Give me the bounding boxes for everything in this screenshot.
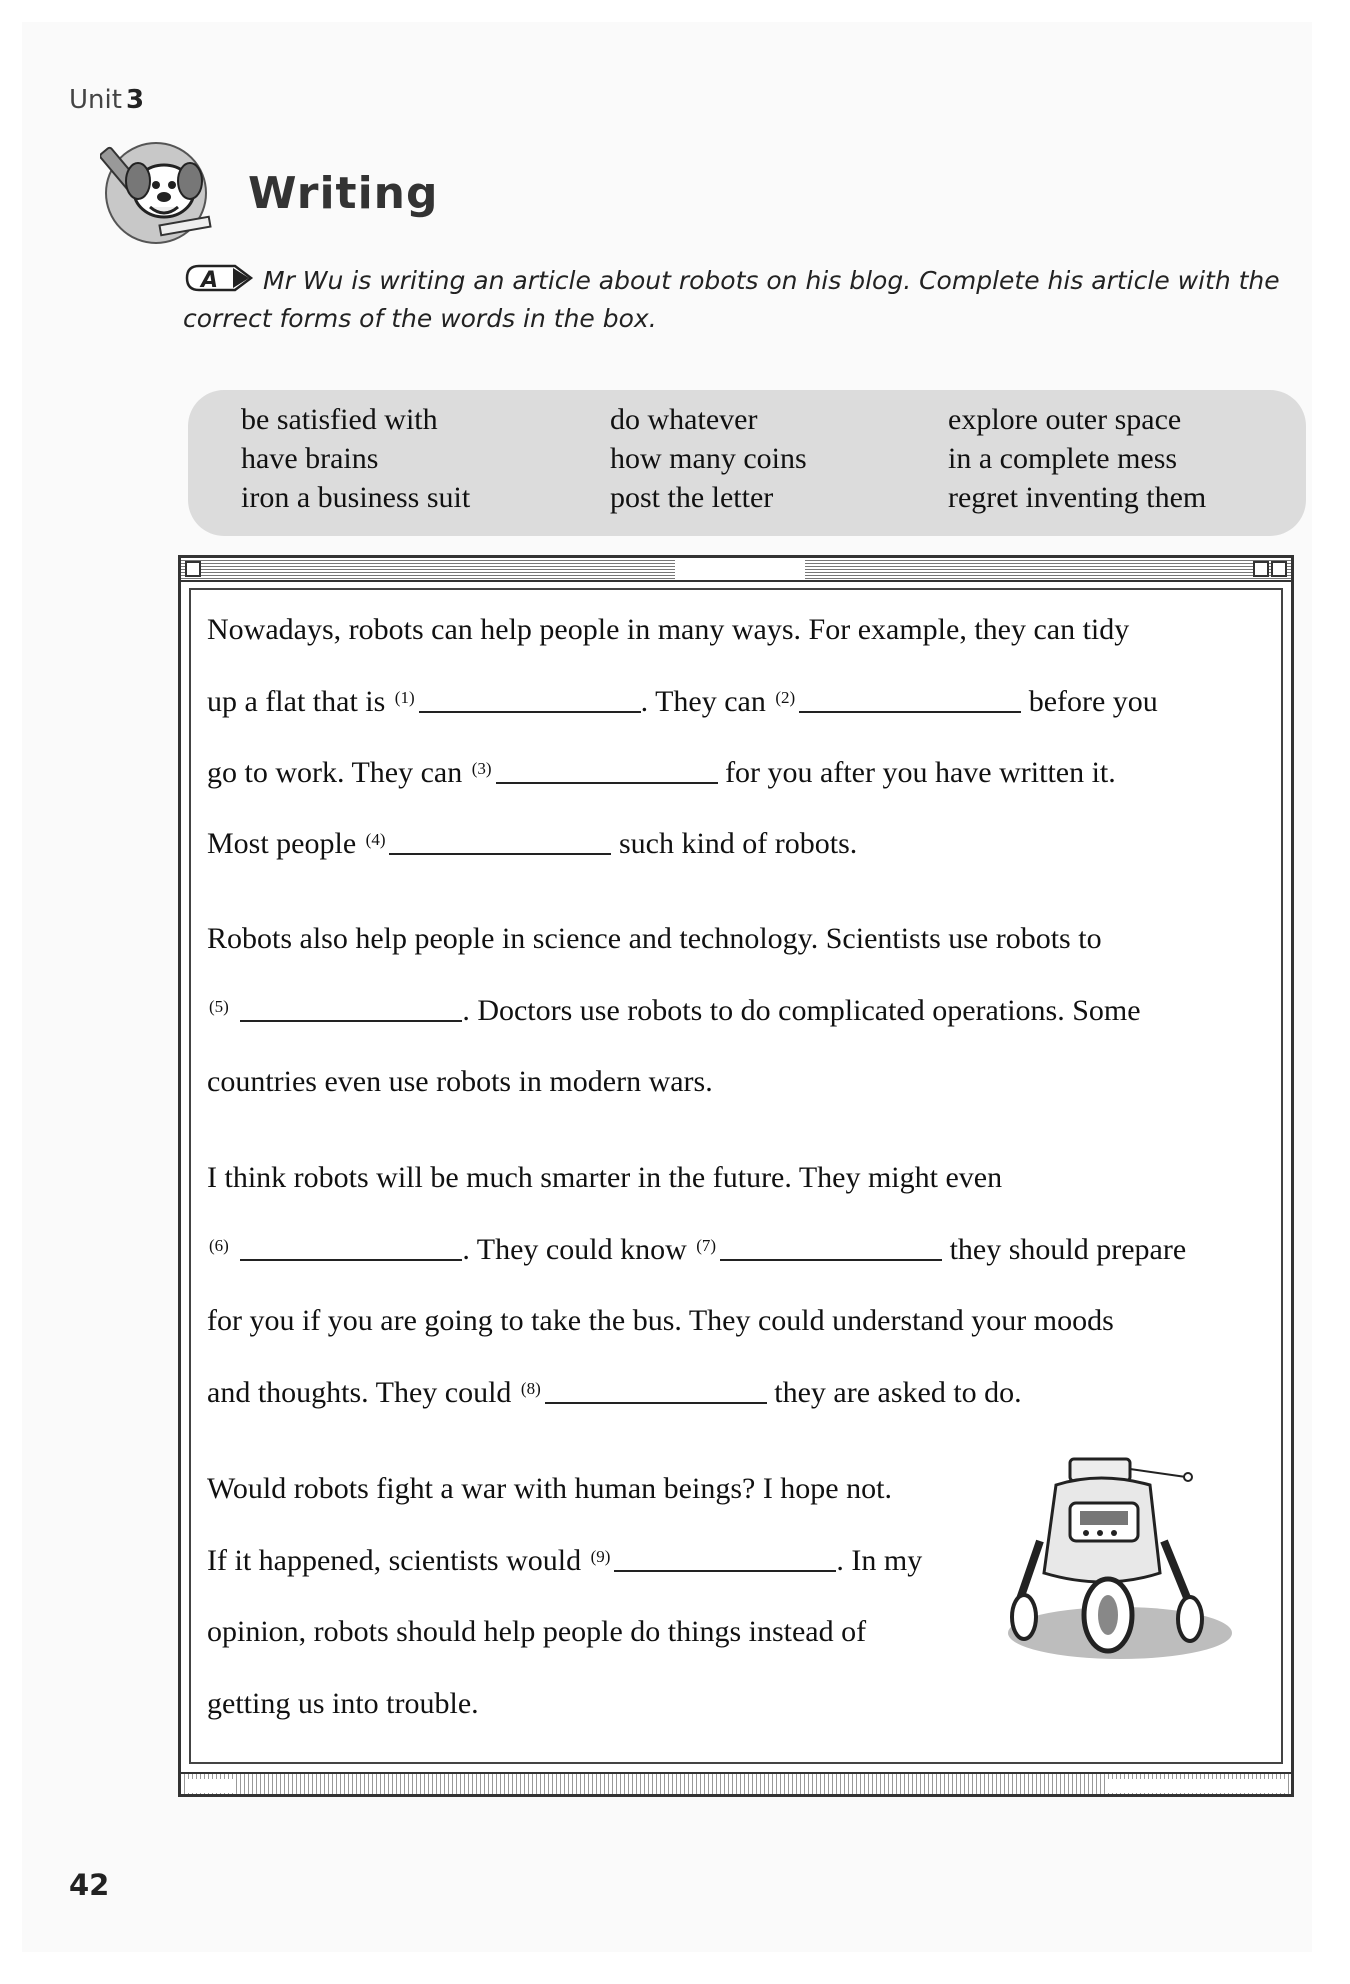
word-item: have brains [241, 442, 379, 475]
dog-with-pencil-icon [100, 135, 218, 247]
word-item: iron a business suit [241, 481, 471, 514]
section-title: Writing [248, 168, 439, 219]
word-column-2 [610, 400, 807, 517]
word-column-1 [241, 400, 470, 517]
word-item: be satisfied with [241, 403, 438, 436]
word-box [188, 390, 1306, 536]
word-item: post the letter [610, 481, 774, 514]
article-line: Would robots fight a war with human beings? I hope not. [207, 1472, 892, 1505]
window-statusbar [181, 1772, 1291, 1794]
article-line: go to work. They can $^{(3)}$ for you after you have written it. [207, 756, 1116, 789]
article-line: Nowadays, robots can help people in many ways. For example, they can tidy [207, 613, 1130, 646]
article-line: getting us into trouble. [207, 1687, 479, 1720]
word-item: regret inventing them [948, 481, 1207, 514]
article-line: Most people $^{(4)}$ such kind of robots. [207, 827, 858, 860]
answer-blank-2 [799, 685, 1021, 713]
article-line: Robots also help people in science and technology. Scientists use robots to [207, 922, 1102, 955]
exercise-a-badge [183, 263, 255, 293]
answer-blank-9 [614, 1544, 836, 1572]
answer-blank-3 [496, 756, 718, 784]
word-item: do whatever [610, 403, 758, 436]
exercise-instruction: A Mr Wu is writing an article about robots on his blog. Complete his article with the correct forms of the words in the box. [183, 262, 1293, 338]
window-zoom-box-icon [1253, 561, 1269, 577]
page-number: 42 [69, 1868, 110, 1902]
window-collapse-box-icon [1271, 561, 1287, 577]
answer-blank-5 [240, 994, 462, 1022]
word-item: how many coins [610, 442, 807, 475]
word-item: in a complete mess [948, 442, 1178, 475]
window-titlebar [181, 558, 1291, 582]
answer-blank-6 [240, 1233, 462, 1261]
answer-blank-1 [419, 685, 641, 713]
article-line: If it happened, scientists would $^{(9)}$ . In my [207, 1544, 923, 1577]
unit-label: Unit 3 [69, 85, 145, 115]
article-line: I think robots will be much smarter in the future. They might even [207, 1161, 1003, 1194]
svg-text:A: A [201, 268, 219, 293]
answer-blank-4 [389, 827, 611, 855]
article-line: $^{(5)}$ . Doctors use robots to do complicated operations. Some [209, 994, 1141, 1027]
article-line: opinion, robots should help people do things instead of [207, 1615, 867, 1648]
status-left-icons [185, 1779, 235, 1793]
article-line: $^{(6)}$ . They could know $^{(7)}$ they should prepare [209, 1233, 1187, 1266]
article-line: countries even use robots in modern wars. [207, 1065, 713, 1098]
article-line: up a flat that is $^{(1)}$ . They can $^{(2)}$ before you [207, 685, 1158, 718]
article-line: and thoughts. They could $^{(8)}$ they are asked to do. [207, 1376, 1022, 1409]
word-column-3 [948, 400, 1206, 517]
word-item: explore outer space [948, 403, 1182, 436]
robot-illustration [1000, 1455, 1245, 1670]
article-line: for you if you are going to take the bus. They could understand your moods [207, 1304, 1114, 1337]
answer-blank-8 [545, 1376, 767, 1404]
status-right-icons [1105, 1779, 1285, 1793]
window-close-box-icon [185, 561, 201, 577]
answer-blank-7 [720, 1233, 942, 1261]
